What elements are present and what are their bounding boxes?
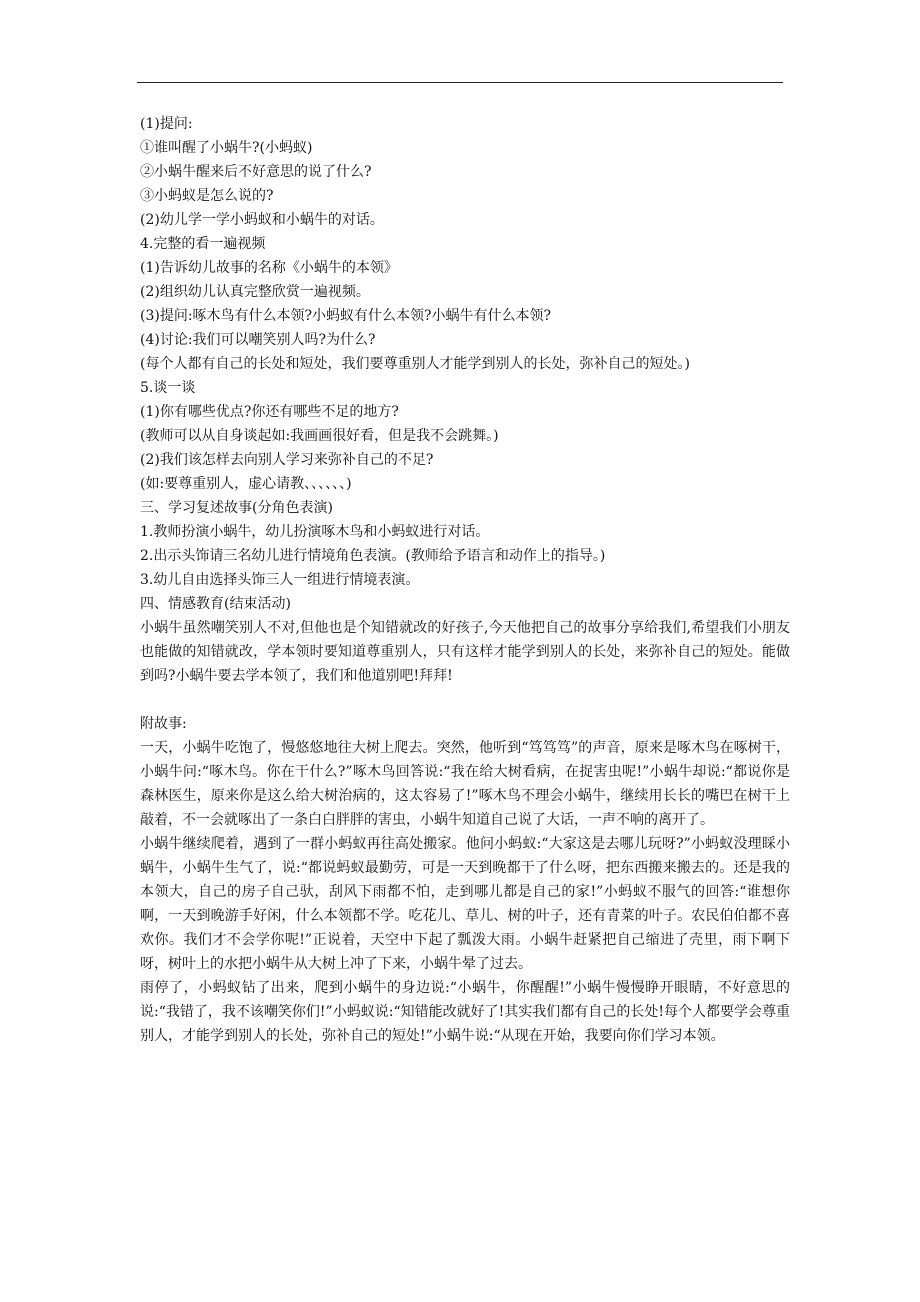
section-heading: 4.完整的看一遍视频	[140, 236, 266, 252]
story-paragraph: 雨停了，小蚂蚁钻了出来，爬到小蜗牛的身边说:“小蜗牛，你醒醒!”小蜗牛慢慢睁开眼睛，不好意思的说:“我错了，我不该嘲笑你们!”小蚂蚁说:“知错能改就好了!其实我们都有自己的长处!每个人都要学会尊重别人，才能学到别人的长处，弥补自己的短处!”小蜗牛说:“从现在开始，我要向你们学习本领。	[140, 980, 790, 1044]
story-paragraph: 一天，小蜗牛吃饱了，慢悠悠地往大树上爬去。突然，他听到“笃笃笃”的声音，原来是啄木鸟在啄树干，小蜗牛问:“啄木鸟。你在干什么?”啄木鸟回答说:“我在给大树看病，在捉害虫呢!”小蜗牛却说:“都说你是森林医生，原来你是这么给大树治病的，这太容易了!”啄木鸟不理会小蜗牛，继续用长长的嘴巴在树干上敲着，不一会就啄出了一条白白胖胖的害虫，小蜗牛知道自己说了大话，一声不响的离开了。	[140, 740, 790, 828]
text-line: (3)提问:啄木鸟有什么本领?小蚂蚁有什么本领?小蜗牛有什么本领?	[140, 308, 552, 324]
emotion-paragraph: 小蜗牛虽然嘲笑别人不对,但他也是个知错就改的好孩子,今天他把自己的故事分享给我们,希望我们小朋友也能做的知错就改，学本领时要知道尊重别人，只有这样才能学到别人的长处，来弥补自己的短处。能做到吗?小蜗牛要去学本领了，我们和他道别吧!拜拜!	[140, 620, 790, 684]
text-line: (如:要尊重别人，虚心请教、、、、、、)	[140, 476, 352, 492]
text-line: ②小蜗牛醒来后不好意思的说了什么?	[140, 164, 372, 180]
section-heading: 5.谈一谈	[140, 380, 196, 396]
text-line: ③小蚂蚁是怎么说的?	[140, 188, 274, 204]
text-line: 2.出示头饰请三名幼儿进行情境角色表演。(教师给予语言和动作上的指导。)	[140, 548, 606, 564]
section-heading: 三、学习复述故事(分角色表演)	[140, 500, 333, 516]
text-line: ①谁叫醒了小蜗牛?(小蚂蚁)	[140, 140, 313, 156]
text-line: (2)幼儿学一学小蚂蚁和小蜗牛的对话。	[140, 212, 384, 228]
text-line: (4)讨论:我们可以嘲笑别人吗?为什么?	[140, 332, 376, 348]
story-heading: 附故事:	[140, 716, 187, 732]
text-line: 1.教师扮演小蜗牛，幼儿扮演啄木鸟和小蚂蚁进行对话。	[140, 524, 490, 540]
text-line: (2)组织幼儿认真完整欣赏一遍视频。	[140, 284, 370, 300]
header-rule	[137, 82, 783, 83]
text-line: (1)提问:	[140, 116, 193, 132]
text-line: (教师可以从自身谈起如:我画画很好看，但是我不会跳舞。)	[140, 428, 499, 444]
text-line: (每个人都有自己的长处和短处，我们要尊重别人才能学到别人的长处，弥补自己的短处。)	[140, 356, 690, 372]
document-body	[140, 112, 790, 1048]
text-line: (2)我们该怎样去向别人学习来弥补自己的不足?	[140, 452, 434, 468]
text-line: (1)你有哪些优点?你还有哪些不足的地方?	[140, 404, 399, 420]
section-heading: 四、情感教育(结束活动)	[140, 596, 291, 612]
text-line: (1)告诉幼儿故事的名称《小蜗牛的本领》	[140, 260, 398, 276]
story-paragraph: 小蜗牛继续爬着，遇到了一群小蚂蚁再往高处搬家。他问小蚂蚁:“大家这是去哪儿玩呀?”小蚂蚁没理睬小蜗牛，小蜗牛生气了，说:“都说蚂蚁最勤劳，可是一天到晚都干了什么呀，把东西搬来搬去的。还是我的本领大，自己的房子自己驮，刮风下雨都不怕，走到哪儿都是自己的家!”小蚂蚁不服气的回答:“谁想你啊，一天到晚游手好闲，什么本领都不学。吃花儿、草儿、树的叶子，还有青菜的叶子。农民伯伯都不喜欢你。我们才不会学你呢!”正说着，天空中下起了瓢泼大雨。小蜗牛赶紧把自己缩进了壳里，雨下啊下呀，树叶上的水把小蜗牛从大树上冲了下来，小蜗牛晕了过去。	[140, 836, 790, 972]
spacer	[140, 688, 790, 712]
text-line: 3.幼儿自由选择头饰三人一组进行情境表演。	[140, 572, 420, 588]
